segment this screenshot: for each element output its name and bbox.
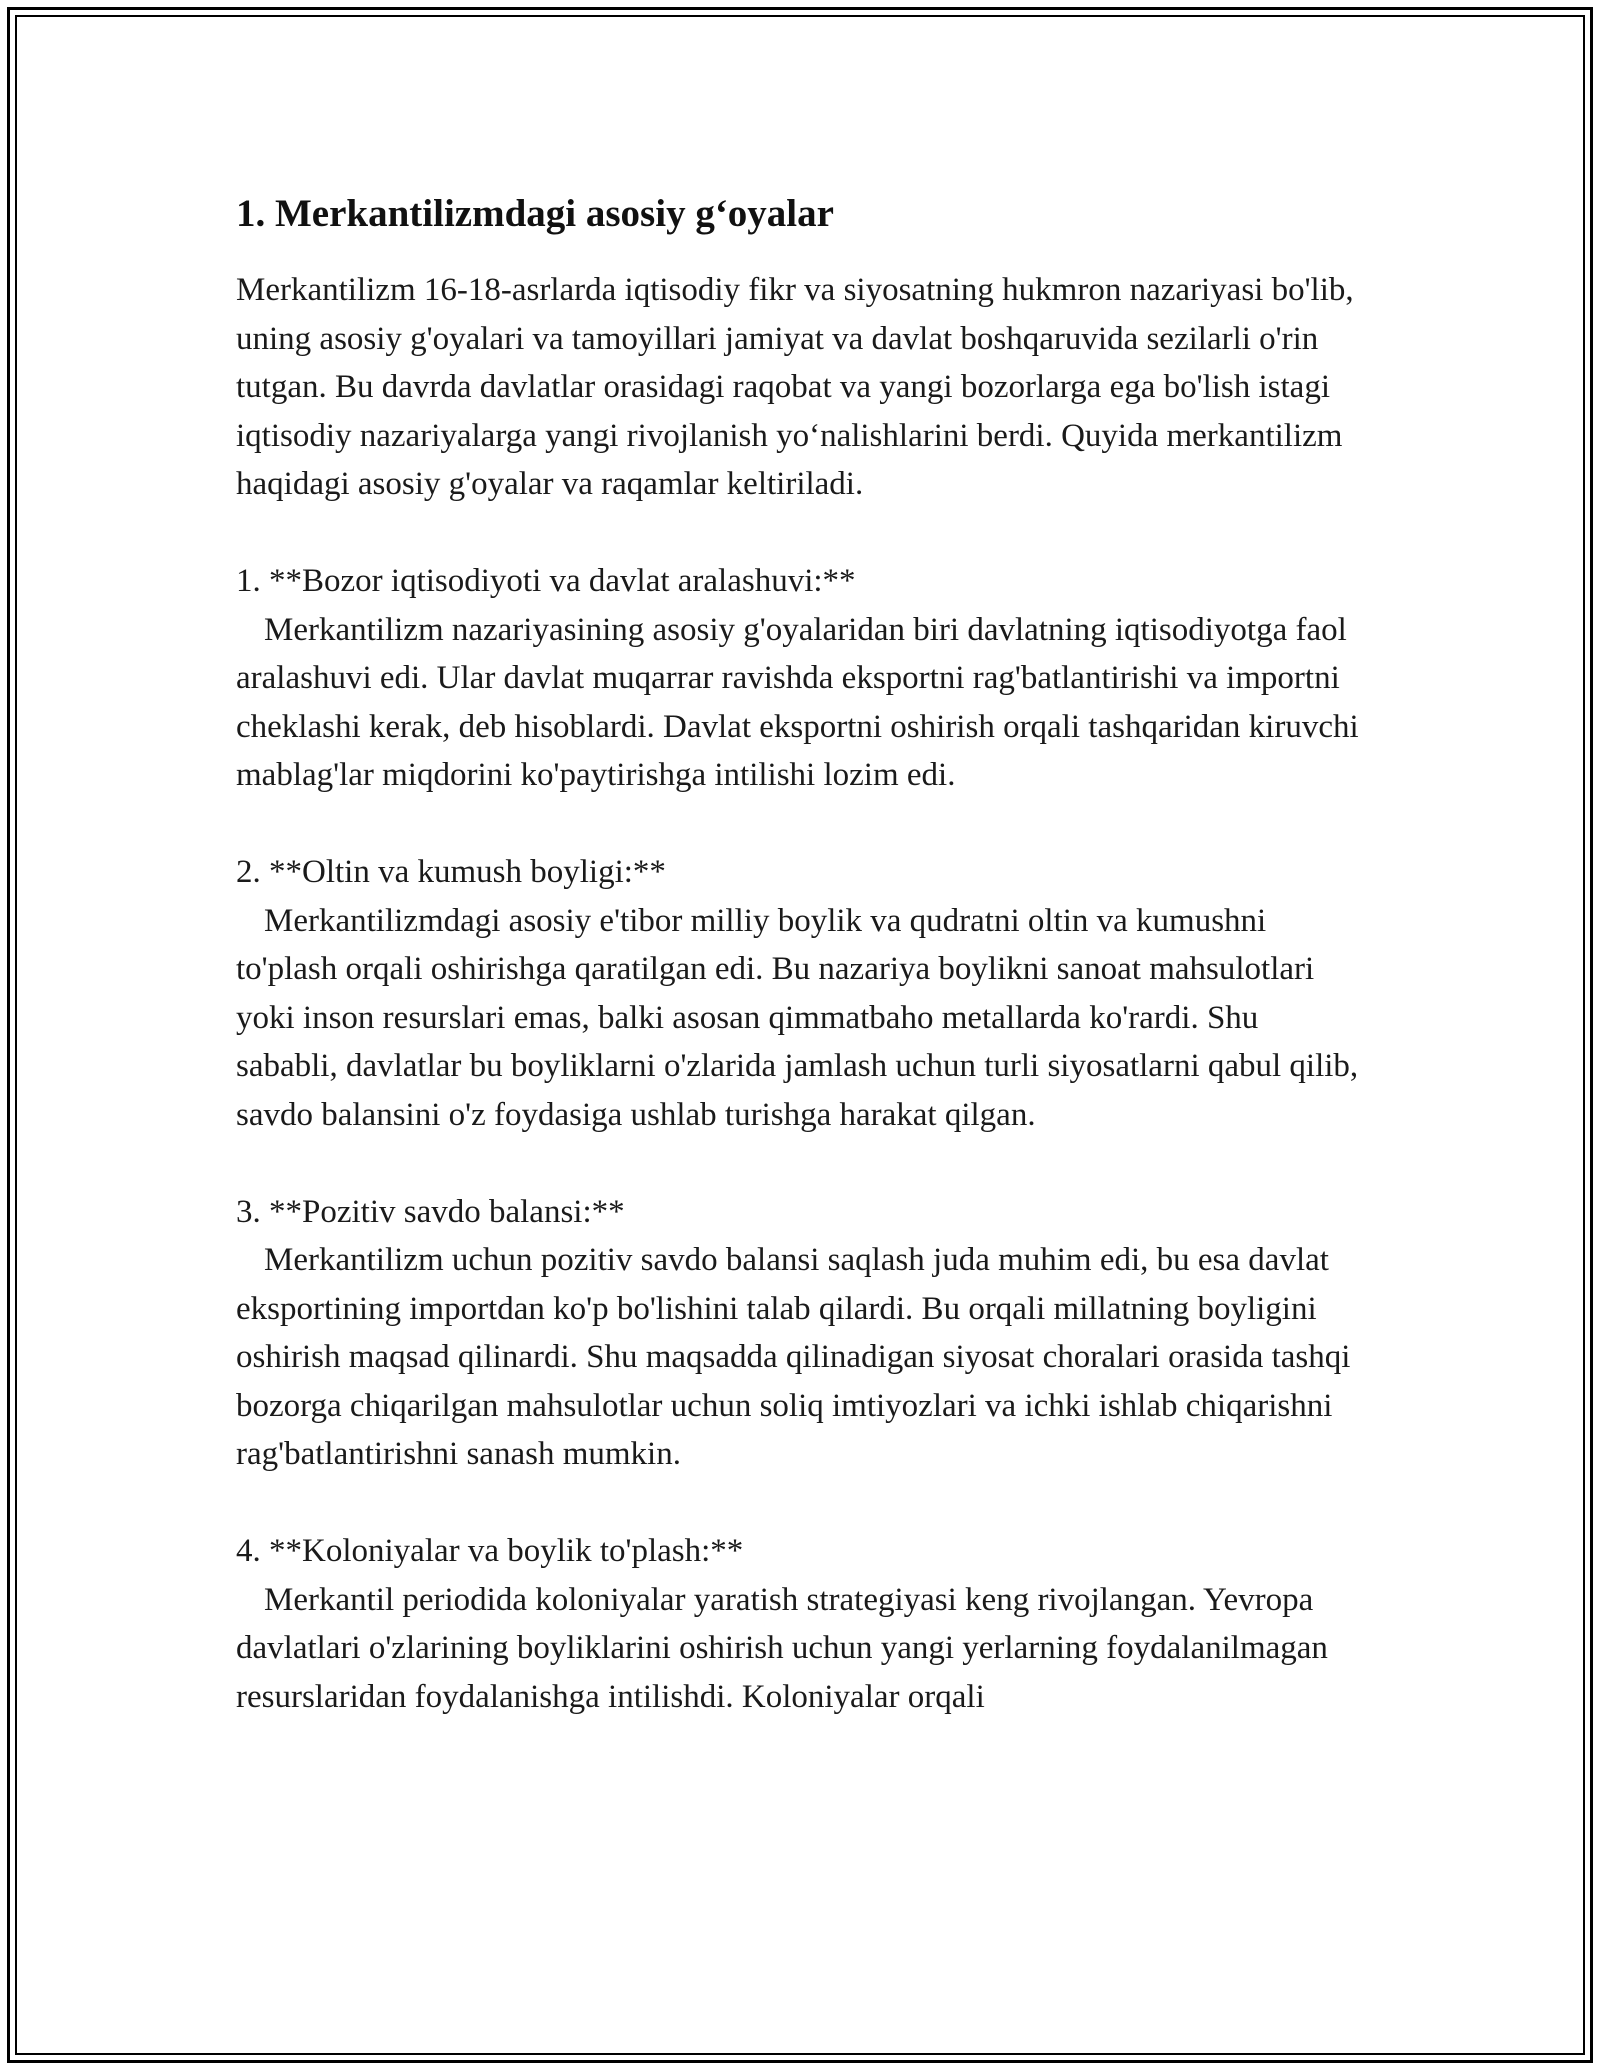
section-heading: 4. **Koloniyalar va boylik to'plash:** bbox=[236, 1533, 744, 1569]
section-heading: 3. **Pozitiv savdo balansi:** bbox=[236, 1193, 625, 1230]
document-body bbox=[236, 186, 1366, 1721]
document-title: 1. Merkantilizmdagi asosiy g‘oyalar bbox=[236, 192, 834, 235]
section-2 bbox=[236, 848, 1366, 1139]
section-paragraph: Merkantil periodida koloniyalar yaratish strategiyasi keng rivojlangan. Yevropa davlatlari o'zlarining boyliklarini oshirish uchun yangi yerlarning foydalanilmagan resurslaridan foydalanishga intilishdi. Koloniyalar orqali bbox=[236, 1581, 1328, 1715]
section-heading: 2. **Oltin va kumush boyligi:** bbox=[236, 854, 666, 890]
section-paragraph: Merkantilizmdagi asosiy e'tibor milliy boylik va qudratni oltin va kumushni to'plash orqali oshirishga qaratilgan edi. Bu nazariya boylikni sanoat mahsulotlari yoki inson resurslari emas, balki asosan qimmatbaho metallarda ko'rardi. Shu sababli, davlatlar bu boyliklarni o'zlarida jamlash uchun turli siyosatlarni qabul qilib, savdo balansini o'z foydasiga ushlab turishga harakat qilgan. bbox=[236, 902, 1359, 1133]
section-heading: 1. **Bozor iqtisodiyoti va davlat aralashuvi:** bbox=[236, 563, 856, 599]
section-paragraph: Merkantilizm uchun pozitiv savdo balansi saqlash juda muhim edi, bu esa davlat eksportining importdan ko'p bo'lishini talab qilardi. Bu orqali millatning boyligini oshirish maqsad qilinardi. Shu maqsadda qilinadigan siyosat choralari orasida tashqi bozorga chiqarilgan mahsulotlar uchun soliq imtiyozlari va ichki ishlab chiqarishni rag'batlantirishni sanash mumkin. bbox=[236, 1242, 1351, 1472]
intro-paragraph: Merkantilizm 16-18-asrlarda iqtisodiy fikr va siyosatning hukmron nazariyasi bo'lib, uning asosiy g'oyalari va tamoyillari jamiyat va davlat boshqaruvida sezilarli o'rin tutgan. Bu davrda davlatlar orasidagi raqobat va yangi bozorlarga ega bo'lish istagi iqtisodiy nazariyalarga yangi rivojlanish yo‘nalishlarini berdi. Quyida merkantilizm haqidagi asosiy g'oyalar va raqamlar keltiriladi. bbox=[236, 272, 1354, 502]
section-4 bbox=[236, 1527, 1366, 1721]
section-3 bbox=[236, 1188, 1366, 1479]
section-paragraph: Merkantilizm nazariyasining asosiy g'oyalaridan biri davlatning iqtisodiyotga faol aralashuvi edi. Ular davlat muqarrar ravishda eksportni rag'batlantirishi va importni cheklashi kerak, deb hisoblardi. Davlat eksportni oshirish orqali tashqaridan kiruvchi mablag'lar miqdorini ko'paytirishga intilishi lozim edi. bbox=[236, 611, 1359, 793]
section-1 bbox=[236, 557, 1366, 800]
